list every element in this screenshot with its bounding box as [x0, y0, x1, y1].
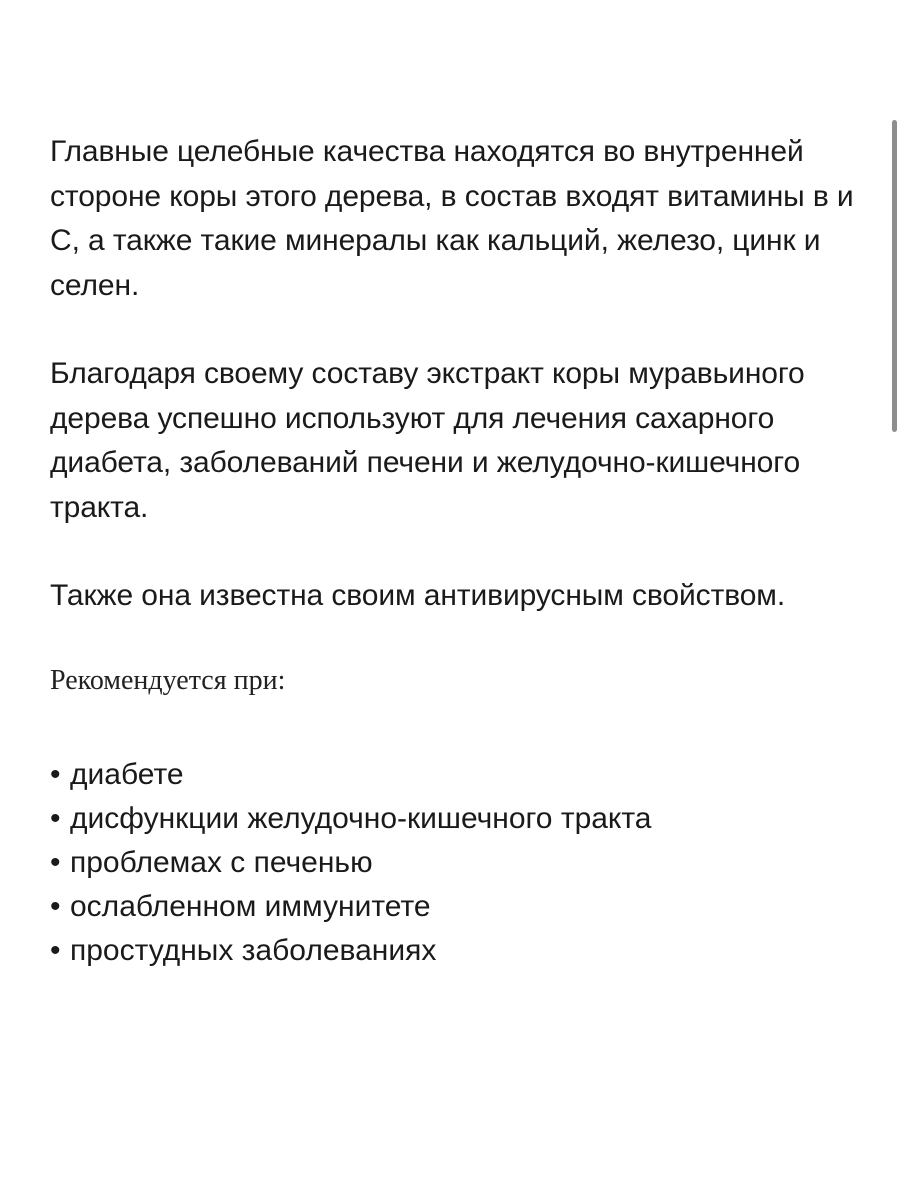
recommendations-heading: Рекомендуется при:: [50, 664, 286, 696]
paragraph-antiviral: Также она известна своим антивирусным свойством.: [50, 579, 786, 612]
list-item: [50, 841, 860, 885]
list-item-text: диабете: [70, 757, 184, 791]
bullet-icon: •: [50, 757, 61, 791]
list-item: [50, 797, 860, 841]
paragraph-composition-usage: Благодаря своему составу экстракт коры муравьиного дерева успешно используют для лечения сахарного диабета, заболеваний печени и желудочно-кишечного тракта.: [50, 357, 805, 524]
list-item: [50, 753, 860, 797]
vertical-scrollbar[interactable]: [892, 120, 897, 432]
bullet-icon: •: [50, 845, 61, 879]
list-item: [50, 885, 860, 929]
list-item-text: проблемах с печенью: [70, 845, 373, 879]
document-body: [50, 130, 860, 973]
list-item-text: дисфункции желудочно-кишечного тракта: [70, 801, 652, 835]
list-item: [50, 929, 860, 973]
list-item-text: простудных заболеваниях: [70, 933, 437, 967]
recommendations-list: [50, 753, 860, 973]
bullet-icon: •: [50, 933, 61, 967]
bullet-icon: •: [50, 889, 61, 923]
bullet-icon: •: [50, 801, 61, 835]
paragraph-healing-qualities: Главные целебные качества находятся во внутренней стороне коры этого дерева, в состав входят витамины в и С, а также такие минералы как кальций, железо, цинк и селен.: [50, 135, 854, 302]
list-item-text: ослабленном иммунитете: [70, 889, 431, 923]
